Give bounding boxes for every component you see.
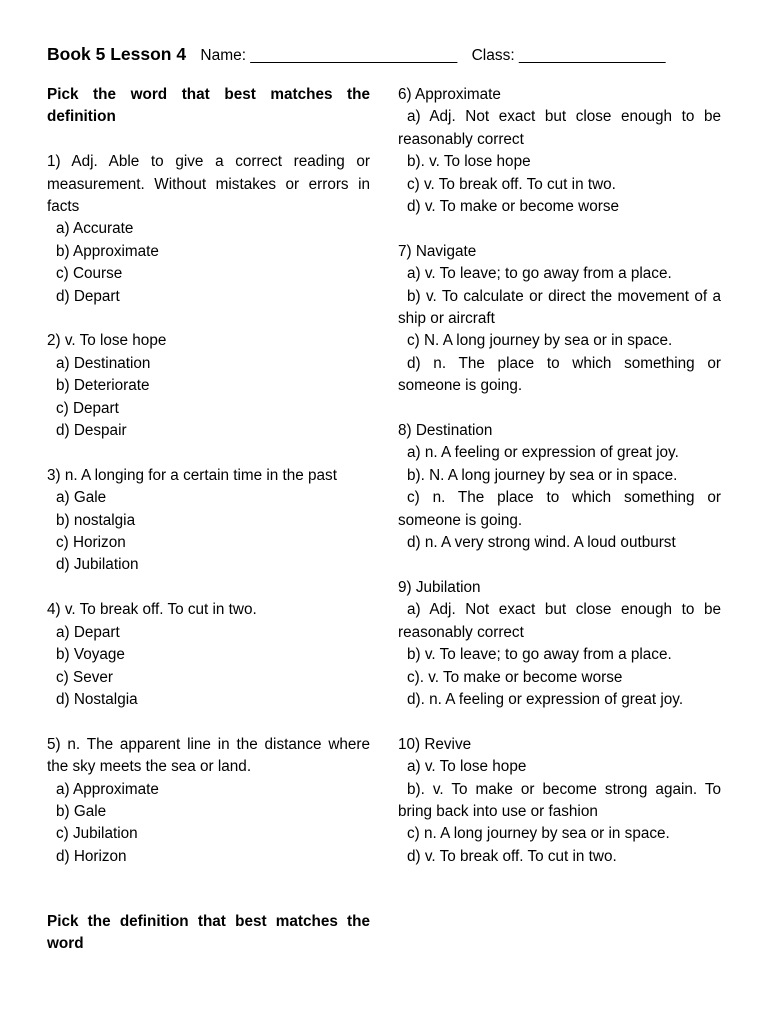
answer-option[interactable]: a) Adj. Not exact but close enough to be reasonably correct bbox=[398, 601, 721, 641]
question-5 bbox=[47, 734, 370, 868]
answer-option[interactable]: c) Depart bbox=[56, 399, 119, 417]
answer-option[interactable]: c) Horizon bbox=[56, 534, 126, 552]
answer-option[interactable]: a) Gale bbox=[56, 489, 107, 507]
answer-option[interactable]: d) Jubilation bbox=[56, 556, 139, 574]
worksheet-header bbox=[47, 44, 666, 65]
answer-option[interactable]: a) v. To lose hope bbox=[407, 758, 527, 776]
answer-option[interactable]: d) v. To make or become worse bbox=[407, 198, 619, 216]
left-column bbox=[47, 84, 370, 868]
question-prompt: 9) Jubilation bbox=[398, 578, 481, 596]
answer-option[interactable]: d). n. A feeling or expression of great joy. bbox=[407, 690, 684, 708]
question-prompt: 8) Destination bbox=[398, 422, 493, 440]
question-9 bbox=[398, 577, 721, 711]
question-prompt: 2) v. To lose hope bbox=[47, 332, 167, 350]
name-label: Name: bbox=[200, 47, 247, 64]
answer-option[interactable]: d) n. A very strong wind. A loud outburst bbox=[407, 534, 676, 552]
right-column bbox=[398, 84, 721, 868]
answer-option[interactable]: c) N. A long journey by sea or in space. bbox=[407, 332, 673, 350]
answer-option[interactable]: a) n. A feeling or expression of great joy. bbox=[407, 444, 679, 462]
answer-option[interactable]: b) v. To leave; to go away from a place. bbox=[407, 646, 672, 664]
question-prompt: 7) Navigate bbox=[398, 242, 477, 260]
section1-instruction: Pick the word that best matches the definition bbox=[47, 86, 370, 126]
question-prompt: 4) v. To break off. To cut in two. bbox=[47, 601, 257, 619]
answer-option[interactable]: b). v. To make or become strong again. To bring back into use or fashion bbox=[398, 780, 721, 820]
question-8 bbox=[398, 420, 721, 554]
question-3 bbox=[47, 465, 370, 577]
question-6 bbox=[398, 84, 721, 218]
answer-option[interactable]: c) Sever bbox=[56, 668, 113, 686]
answer-option[interactable]: c) n. The place to which something or someone is going. bbox=[398, 489, 721, 529]
question-10 bbox=[398, 734, 721, 868]
question-prompt: 3) n. A longing for a certain time in the past bbox=[47, 466, 337, 484]
answer-option[interactable]: a) Adj. Not exact but close enough to be reasonably correct bbox=[398, 108, 721, 148]
answer-option[interactable]: a) Accurate bbox=[56, 220, 134, 238]
answer-option[interactable]: b) Gale bbox=[56, 802, 107, 820]
section2-instruction: Pick the definition that best matches the word bbox=[47, 913, 370, 953]
answer-option[interactable]: c). v. To make or become worse bbox=[407, 668, 623, 686]
answer-option[interactable]: b) nostalgia bbox=[56, 511, 136, 529]
question-prompt: 10) Revive bbox=[398, 735, 472, 753]
answer-option[interactable]: a) Destination bbox=[56, 354, 151, 372]
answer-option[interactable]: b) Approximate bbox=[56, 242, 159, 260]
answer-option[interactable]: b) v. To calculate or direct the movement of a ship or aircraft bbox=[398, 287, 721, 328]
class-label: Class: bbox=[471, 47, 515, 64]
question-4 bbox=[47, 599, 370, 711]
answer-option[interactable]: d) Depart bbox=[56, 287, 120, 305]
answer-option[interactable]: b) Deteriorate bbox=[56, 377, 150, 395]
name-blank[interactable]: ________________________ bbox=[250, 47, 458, 64]
answer-option[interactable]: a) Depart bbox=[56, 623, 120, 641]
question-7 bbox=[398, 241, 721, 398]
worksheet-title: Book 5 Lesson 4 bbox=[47, 44, 187, 64]
question-prompt: 6) Approximate bbox=[398, 86, 501, 103]
answer-option[interactable]: c) v. To break off. To cut in two. bbox=[407, 175, 616, 193]
question-prompt: 5) n. The apparent line in the distance where the sky meets the sea or land. bbox=[47, 735, 370, 776]
answer-option[interactable]: c) n. A long journey by sea or in space. bbox=[407, 825, 670, 843]
class-blank[interactable]: _________________ bbox=[518, 47, 666, 64]
question-1 bbox=[47, 151, 370, 308]
answer-option[interactable]: b). N. A long journey by sea or in space. bbox=[407, 466, 678, 484]
answer-option[interactable]: d) Despair bbox=[56, 422, 127, 440]
answer-option[interactable]: d) v. To break off. To cut in two. bbox=[407, 847, 617, 865]
question-prompt: 1) Adj. Able to give a correct reading or measurement. Without mistakes or errors in facts bbox=[47, 153, 370, 216]
question-2 bbox=[47, 330, 370, 442]
answer-option[interactable]: d) Horizon bbox=[56, 847, 127, 865]
answer-option[interactable]: c) Course bbox=[56, 265, 123, 283]
answer-option[interactable]: b). v. To lose hope bbox=[407, 153, 531, 171]
answer-option[interactable]: a) Approximate bbox=[56, 780, 159, 798]
answer-option[interactable]: a) v. To leave; to go away from a place. bbox=[407, 265, 672, 283]
answer-option[interactable]: d) n. The place to which something or someone is going. bbox=[398, 354, 721, 395]
answer-option[interactable]: d) Nostalgia bbox=[56, 690, 138, 708]
answer-option[interactable]: b) Voyage bbox=[56, 646, 125, 664]
answer-option[interactable]: c) Jubilation bbox=[56, 825, 138, 843]
